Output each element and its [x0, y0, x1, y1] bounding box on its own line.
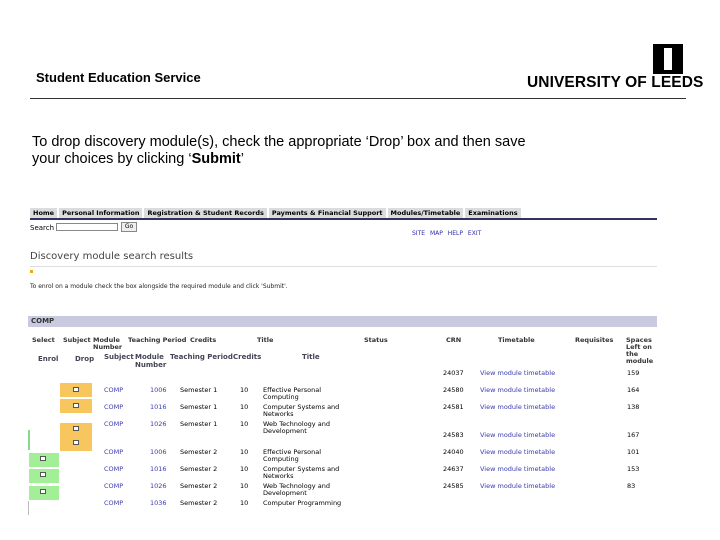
tab-modules-timetable[interactable]: Modules/Timetable [388, 208, 466, 218]
cell-module-number: 1026 [150, 482, 167, 490]
enrol-cell [29, 453, 59, 467]
cell-timetable-link[interactable]: View module timetable [480, 482, 556, 490]
cell-module-number: 1006 [150, 386, 167, 394]
drop-cell [60, 383, 92, 397]
instruction-submit: Submit [191, 151, 241, 167]
enrol-marker [28, 430, 30, 450]
subcol-module-number: Module Number [135, 353, 167, 369]
cell-teaching-period: Semester 2 [180, 448, 218, 456]
cell-credits: 10 [240, 465, 249, 473]
cell-module-number: 1006 [150, 448, 167, 456]
col-select: Select [32, 336, 55, 344]
col-crn: CRN [446, 336, 462, 344]
cell-subject: COMP [104, 386, 124, 394]
search-label: Search [30, 224, 55, 232]
cell-module-number: 1026 [150, 420, 167, 428]
cell-title: Web Technology and Development [263, 420, 330, 435]
subcol-subject: Subject [104, 353, 134, 361]
results-divider [30, 266, 657, 267]
tab-home[interactable]: Home [30, 208, 59, 218]
col-status: Status [364, 336, 388, 344]
header-divider [30, 98, 686, 99]
search-go-button[interactable]: Go [121, 222, 137, 232]
drop-checkbox[interactable] [73, 440, 79, 445]
university-logo [653, 44, 683, 74]
cell-spaces: 159 [627, 369, 640, 377]
cell-spaces: 167 [627, 431, 640, 439]
cell-crn: 24037 [443, 369, 464, 377]
cell-crn: 24581 [443, 403, 464, 411]
cell-spaces: 164 [627, 386, 640, 394]
cell-subject: COMP [104, 420, 124, 428]
enrol-instruction: To enrol on a module check the box alongside the required module and click 'Submit'. [30, 283, 288, 290]
cell-spaces: 101 [627, 448, 640, 456]
cell-crn: 24583 [443, 431, 464, 439]
search-input[interactable] [56, 223, 118, 231]
cell-title: Web Technology and Development [263, 482, 330, 497]
subcol-drop: Drop [75, 355, 95, 363]
info-marker [30, 270, 33, 273]
subcol-title: Title [302, 353, 320, 361]
cell-title: Computer Systems and Networks [263, 465, 340, 480]
cell-spaces: 138 [627, 403, 640, 411]
cell-timetable-link[interactable]: View module timetable [480, 465, 556, 473]
cell-timetable-link[interactable]: View module timetable [480, 431, 556, 439]
cell-credits: 10 [240, 448, 249, 456]
cell-timetable-link[interactable]: View module timetable [480, 448, 556, 456]
cell-teaching-period: Semester 2 [180, 482, 218, 490]
cell-spaces: 83 [627, 482, 636, 490]
col-teaching-period: Teaching Period [128, 336, 187, 344]
tab-registration[interactable]: Registration & Student Records [144, 208, 268, 218]
university-name: UNIVERSITY OF LEEDS [527, 74, 704, 91]
table-edge [28, 501, 29, 515]
cell-title: Effective Personal Computing [263, 448, 322, 463]
site-links[interactable]: SITE MAP HELP EXIT [412, 230, 482, 237]
drop-checkbox[interactable] [73, 387, 79, 392]
cell-module-number: 1016 [150, 403, 167, 411]
cell-teaching-period: Semester 2 [180, 465, 218, 473]
col-requisites: Requisites [575, 336, 614, 344]
instruction-line2-suffix: ’ [240, 151, 244, 167]
cell-timetable-link[interactable]: View module timetable [480, 403, 556, 411]
drop-cell [60, 423, 92, 437]
drop-cell [60, 437, 92, 451]
cell-subject: COMP [104, 403, 124, 411]
cell-title: Computer Programming [263, 499, 342, 507]
top-nav [30, 208, 523, 218]
cell-crn: 24585 [443, 482, 464, 490]
cell-title: Computer Systems and Networks [263, 403, 340, 418]
cell-subject: COMP [104, 448, 124, 456]
col-timetable: Timetable [498, 336, 535, 344]
enrol-checkbox[interactable] [40, 489, 46, 494]
cell-subject: COMP [104, 499, 124, 507]
subcol-credits: Credits [233, 353, 262, 361]
cell-timetable-link[interactable]: View module timetable [480, 386, 556, 394]
cell-teaching-period: Semester 1 [180, 403, 218, 411]
cell-title: Effective Personal Computing [263, 386, 322, 401]
drop-checkbox[interactable] [73, 403, 79, 408]
enrol-cell [29, 469, 59, 483]
cell-crn: 24040 [443, 448, 464, 456]
tab-payments[interactable]: Payments & Financial Support [269, 208, 388, 218]
cell-module-number: 1016 [150, 465, 167, 473]
cell-subject: COMP [104, 482, 124, 490]
enrol-checkbox[interactable] [40, 456, 46, 461]
cell-timetable-link[interactable]: View module timetable [480, 369, 556, 377]
nav-divider [30, 218, 657, 220]
cell-crn: 24637 [443, 465, 464, 473]
col-spaces: Spaces Left on the module [626, 336, 654, 365]
cell-teaching-period: Semester 1 [180, 420, 218, 428]
instruction-text [32, 134, 632, 168]
cell-credits: 10 [240, 386, 249, 394]
cell-teaching-period: Semester 2 [180, 499, 218, 507]
instruction-line2-prefix: your choices by clicking ‘ [32, 151, 192, 167]
cell-spaces: 153 [627, 465, 640, 473]
col-subject: Subject [63, 336, 91, 344]
cell-subject: COMP [104, 465, 124, 473]
cell-credits: 10 [240, 499, 249, 507]
enrol-cell [29, 486, 59, 500]
tab-personal-information[interactable]: Personal Information [59, 208, 144, 218]
results-title: Discovery module search results [30, 251, 194, 262]
service-title: Student Education Service [36, 70, 201, 85]
instruction-line1: To drop discovery module(s), check the appropriate ‘Drop’ box and then save [32, 134, 526, 150]
cell-module-number: 1036 [150, 499, 167, 507]
cell-credits: 10 [240, 420, 249, 428]
cell-teaching-period: Semester 1 [180, 386, 218, 394]
cell-credits: 10 [240, 482, 249, 490]
cell-crn: 24580 [443, 386, 464, 394]
section-header: COMP [28, 316, 657, 327]
subcol-enrol: Enrol [38, 355, 59, 363]
col-title: Title [257, 336, 274, 344]
cell-credits: 10 [240, 403, 249, 411]
drop-cell [60, 399, 92, 413]
enrol-checkbox[interactable] [40, 472, 46, 477]
col-module-number: Module Number [93, 336, 123, 351]
subcol-teaching-period: Teaching Period [170, 353, 233, 361]
col-credits: Credits [190, 336, 217, 344]
drop-checkbox[interactable] [73, 426, 79, 431]
tab-examinations[interactable]: Examinations [465, 208, 522, 218]
